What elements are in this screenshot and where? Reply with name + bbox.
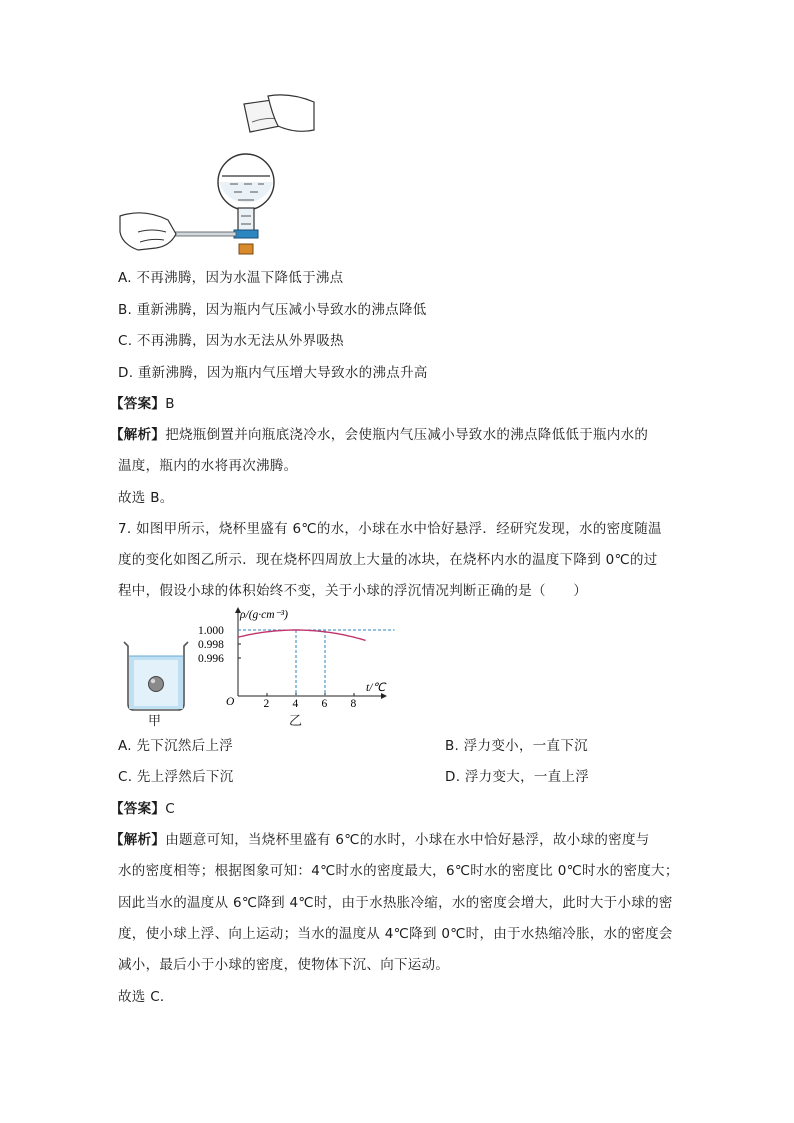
density-graph-figure	[196, 604, 396, 730]
density-chart	[196, 604, 396, 714]
q7-option-d: D. 浮力变大，一直上浮	[445, 769, 590, 785]
analysis-line-2: 温度，瓶内的水将再次沸腾。	[118, 458, 298, 474]
q7-analysis-line-4: 度，使小球上浮、向上运动；当水的温度从 4℃降到 0℃时，由于水热缩冷胀，水的密度会	[118, 926, 673, 942]
analysis-tag: 【解析】	[110, 427, 166, 443]
origin-label: O	[226, 696, 235, 708]
y-tick-label: 0.996	[198, 653, 224, 665]
flask-illustration	[118, 92, 318, 257]
x-axis-label: t/℃	[366, 682, 386, 694]
x-tick-label: 6	[321, 698, 328, 710]
q7-analysis-tag: 【解析】	[110, 832, 166, 848]
conclusion: 故选 B。	[118, 490, 174, 506]
option-d: D. 重新沸腾，因为瓶内气压增大导致水的沸点升高	[118, 365, 428, 381]
question-7-line-3: 程中，假设小球的体积始终不变，关于小球的浮沉情况判断正确的是（ ）	[118, 583, 588, 599]
q7-analysis-line-1	[110, 830, 650, 850]
q7-analysis-line-5: 减小，最后小于小球的密度，使物体下沉、向下运动。	[118, 957, 450, 973]
q7-conclusion: 故选 C．	[118, 989, 174, 1005]
q7-analysis-text: 由题意可知，当烧杯里盛有 6℃的水时，小球在水中恰好悬浮，故小球的密度与	[165, 832, 650, 848]
q7-analysis-line-2: 水的密度相等；根据图象可知：4℃时水的密度最大，6℃时水的密度比 0℃时水的密度大；	[118, 863, 679, 879]
answer-tag: 【答案】	[110, 396, 166, 412]
q7-option-c: C. 先上浮然后下沉	[118, 769, 234, 785]
question-7-line-2: 度的变化如图乙所示．现在烧杯四周放上大量的冰块，在烧杯内水的温度下降到 0℃的过	[118, 552, 658, 568]
x-tick-label: 8	[350, 698, 357, 710]
analysis-line-1	[110, 425, 648, 445]
option-c: C. 不再沸腾，因为水无法从外界吸热	[118, 333, 344, 349]
flask-experiment-figure	[118, 92, 318, 257]
option-b: B. 重新沸腾，因为瓶内气压减小导致水的沸点降低	[118, 302, 427, 318]
y-tick-label: 1.000	[198, 625, 224, 637]
q7-option-b: B. 浮力变小，一直下沉	[445, 738, 588, 754]
q7-answer-line	[110, 799, 175, 819]
q7-answer-tag: 【答案】	[110, 801, 166, 817]
q7-option-a: A. 先下沉然后上浮	[118, 738, 234, 754]
density-curve	[238, 630, 366, 640]
analysis-text: 把烧瓶倒置并向瓶底浇冷水，会使瓶内气压减小导致水的沸点降低低于瓶内水的	[165, 427, 649, 443]
x-tick-label: 2	[263, 698, 270, 710]
graph-label: 乙	[289, 714, 303, 729]
question-7-line-1: 7. 如图甲所示，烧杯里盛有 6℃的水，小球在水中恰好悬浮．经研究发现，水的密度随温	[118, 521, 662, 537]
y-tick-label: 0.998	[198, 639, 224, 651]
q7-analysis-line-3: 因此当水的温度从 6℃降到 4℃时，由于水热胀冷缩，水的密度会增大，此时大于小球的密	[118, 895, 673, 911]
x-tick-label: 4	[292, 698, 299, 710]
answer-line	[110, 394, 175, 414]
option-a: A. 不再沸腾，因为水温下降低于沸点	[118, 270, 344, 286]
beaker-figure	[120, 638, 192, 730]
answer-value: B	[165, 396, 175, 412]
y-axis-label: ρ/(g·cm⁻³)	[240, 609, 288, 621]
q7-answer-value: C	[165, 801, 175, 817]
beaker-label: 甲	[148, 714, 162, 729]
